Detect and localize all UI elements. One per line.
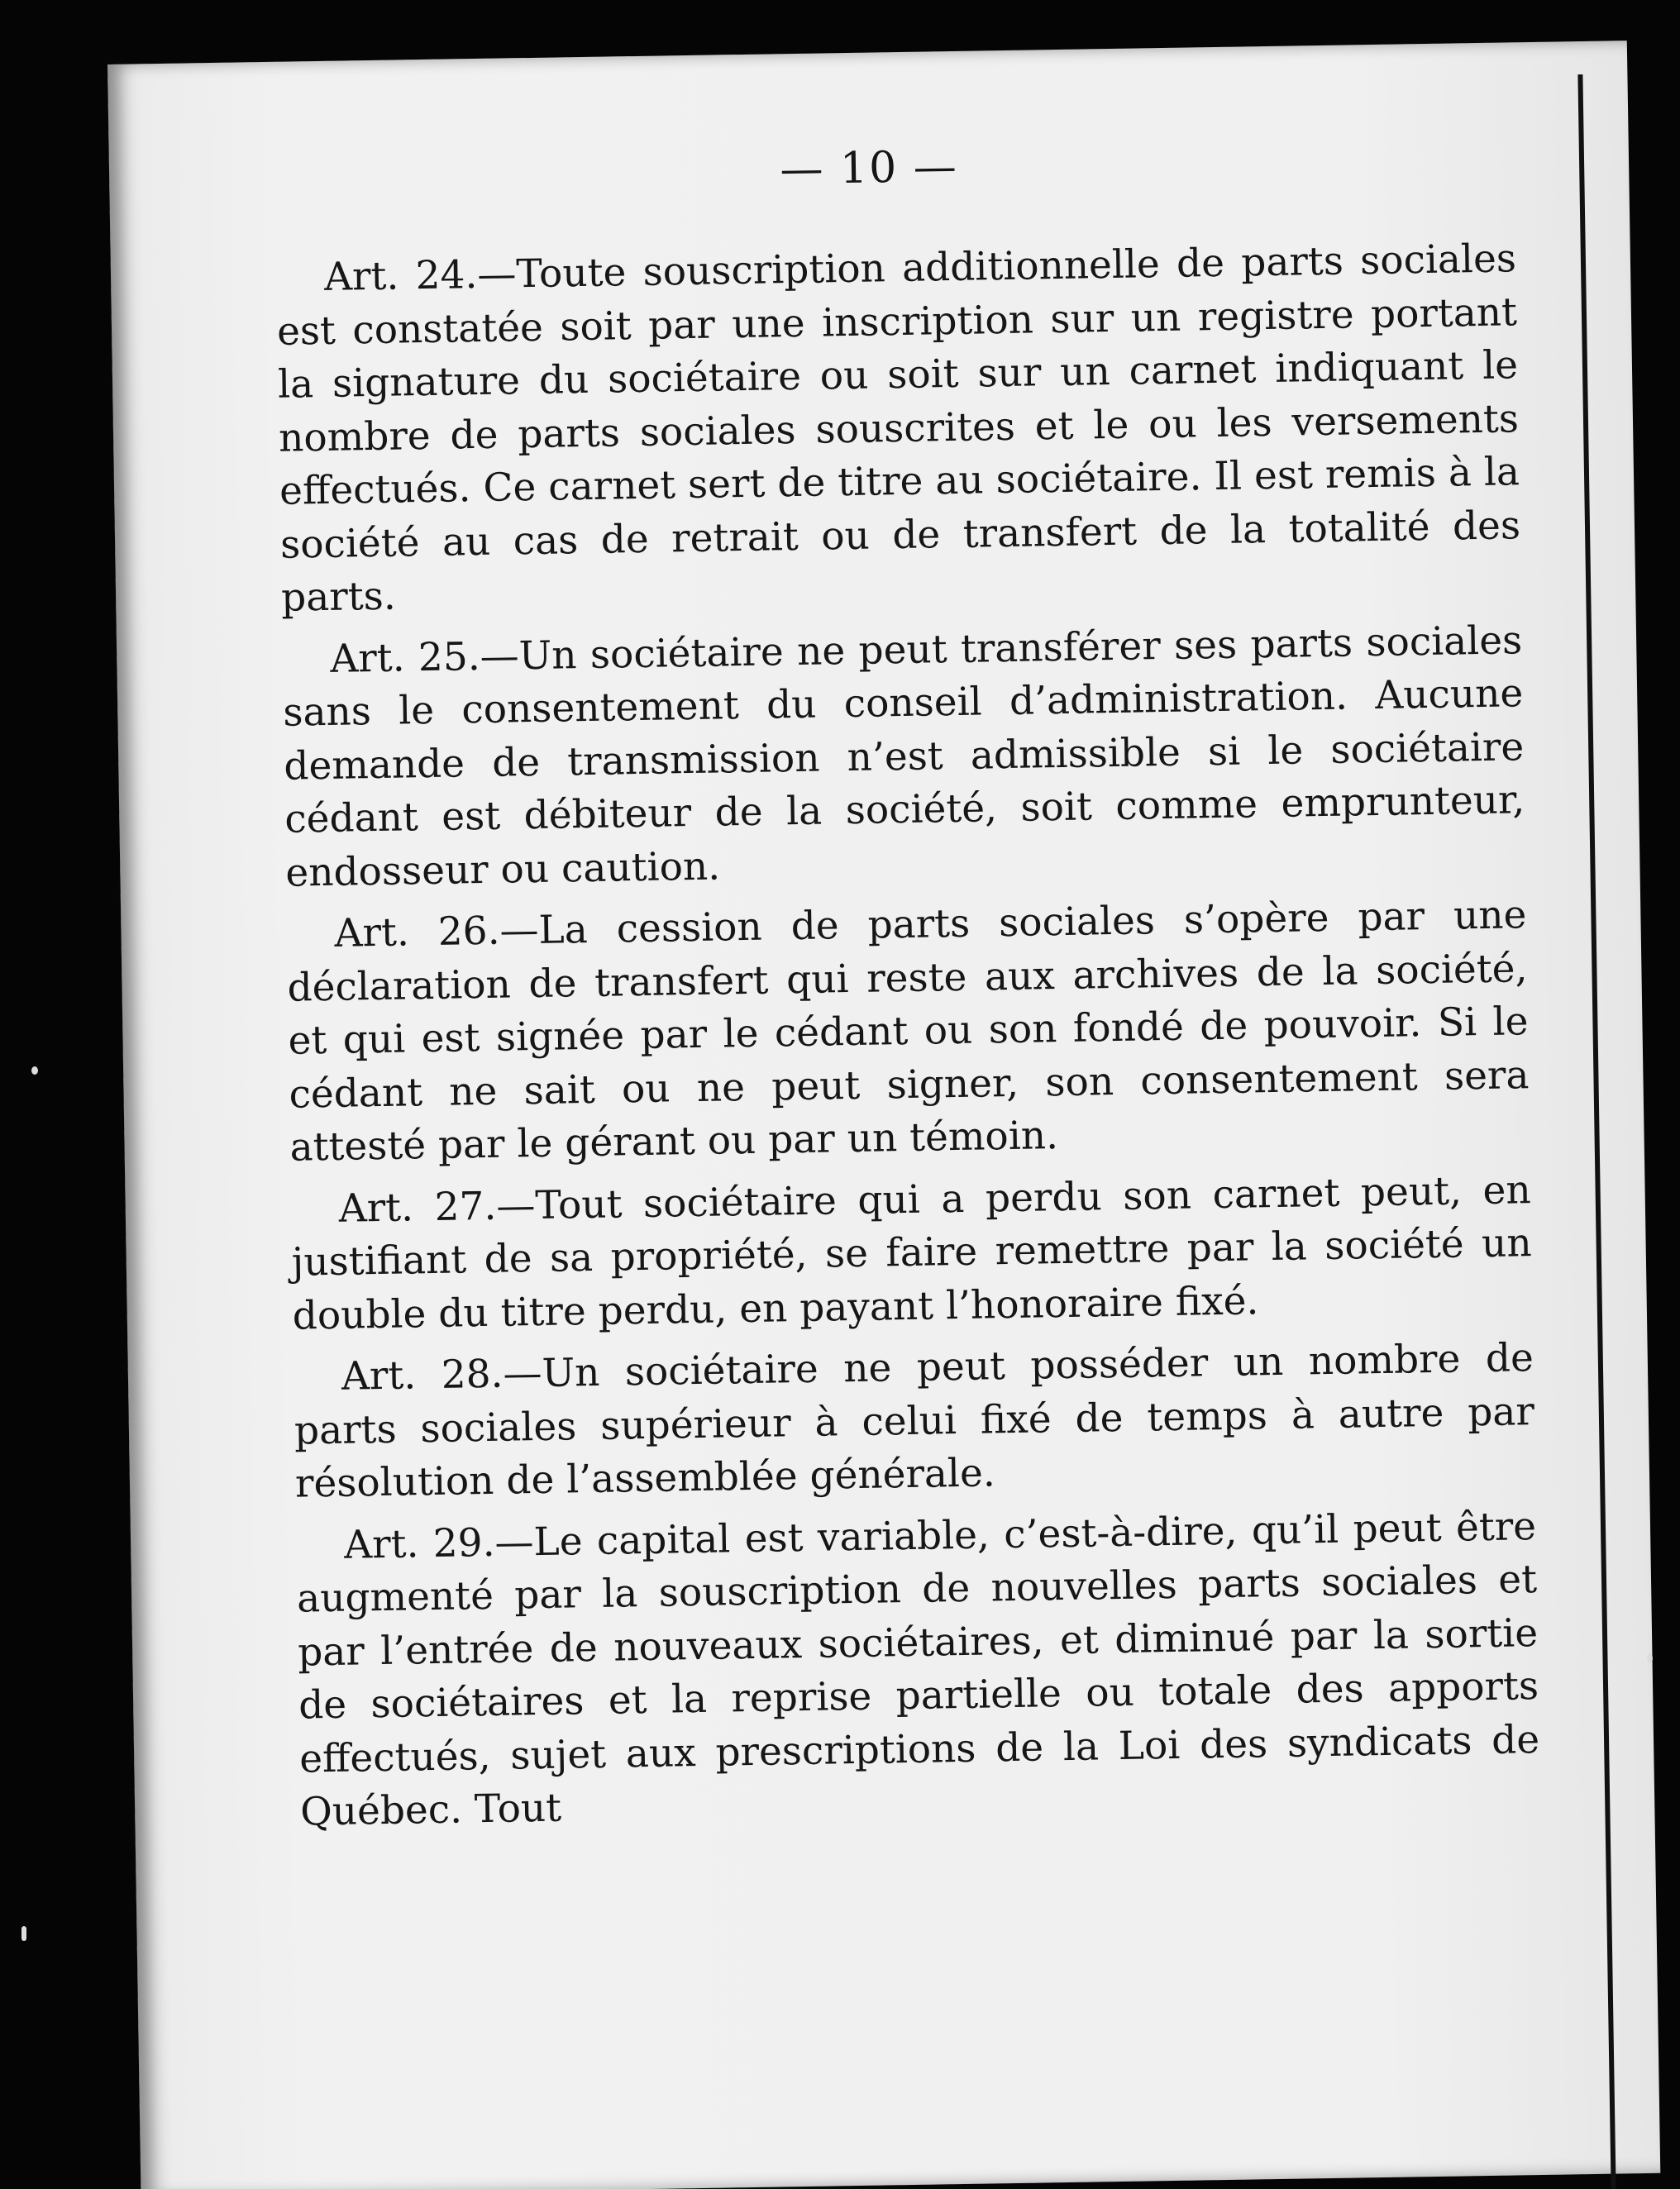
article-29: Art. 29.—Le capital est variable, c’est-à-dire, qu’il peut être augmenté par la souscription de nouvelles parts sociales et par l’entrée de nouveaux sociétaires, et diminué par la sortie de sociétaires et la reprise partielle ou totale des apports effectués, sujet aux prescriptions de la Loi des syndicats de Québec. Tout [296, 1503, 1540, 1835]
scan-speck [21, 1926, 26, 1941]
article-24: Art. 24.—Toute souscription additionnelle de parts sociales est constatée soit par une inscription sur un registre portant la signature du sociétaire ou soit sur un carnet indiquant le nombre de parts sociales souscrites et le ou les versements effectués. Ce carnet sert de titre au sociétaire. Il est remis à la société au cas de retrait ou de transfert de la totalité des parts. [276, 236, 1521, 621]
page-number: — 10 — [780, 141, 959, 195]
body-text [276, 232, 1541, 1848]
page-edge-shadow [1577, 74, 1616, 2189]
scan-speck [1647, 1653, 1653, 1663]
book-page [107, 41, 1660, 2189]
article-25: Art. 25.—Un sociétaire ne peut transférer ses parts sociales sans le consentement du conseil d’administration. Aucune demande de transmission n’est admissible si le sociétaire cédant est débiteur de la société, soit comme emprunteur, endosseur ou caution. [282, 617, 1525, 896]
article-26: Art. 26.—La cession de parts sociales s’opère par une déclaration de transfert qui reste aux archives de la société, et qui est signée par le cédant ou son fondé de pouvoir. Si le cédant ne sait ou ne peut signer, son consentement sera attesté par le gérant ou par un témoin. [287, 892, 1530, 1171]
article-28: Art. 28.—Un sociétaire ne peut posséder un nombre de parts sociales supérieur à celui fixé de temps à autre par résolution de l’assemblée générale. [294, 1335, 1535, 1507]
article-27: Art. 27.—Tout sociétaire qui a perdu son carnet peut, en justifiant de sa propriété, se faire remettre par la société un double du titre perdu, en payant l’honoraire fixé. [291, 1166, 1533, 1339]
scan-speck [31, 1066, 38, 1075]
